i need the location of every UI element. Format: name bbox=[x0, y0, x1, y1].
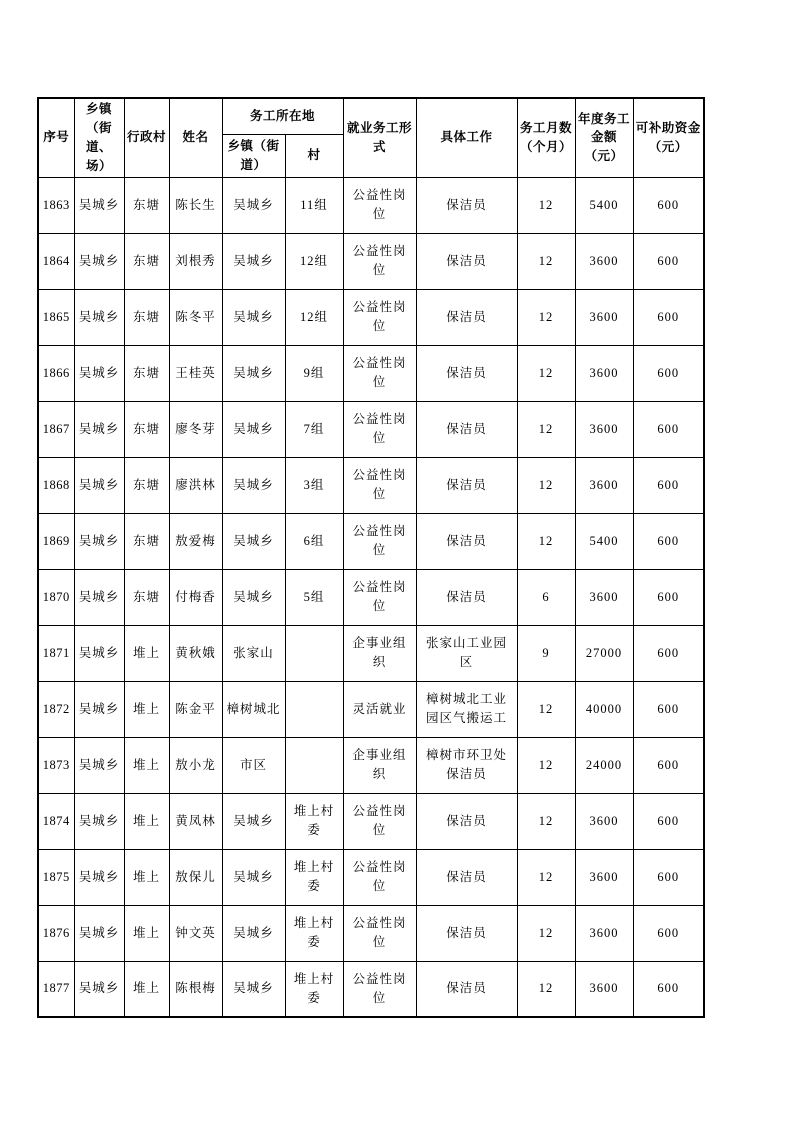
cell-township: 吴城乡 bbox=[74, 625, 124, 681]
cell-work-village: 5组 bbox=[285, 569, 343, 625]
header-annual-amount: 年度务工金额（元） bbox=[575, 98, 633, 177]
cell-subsidy: 600 bbox=[633, 457, 704, 513]
cell-annual-amount: 27000 bbox=[575, 625, 633, 681]
cell-admin-village: 堆上 bbox=[124, 793, 169, 849]
cell-seq: 1867 bbox=[38, 401, 74, 457]
cell-work-village: 堆上村委 bbox=[285, 849, 343, 905]
cell-admin-village: 东塘 bbox=[124, 457, 169, 513]
cell-admin-village: 堆上 bbox=[124, 905, 169, 961]
cell-work-township: 吴城乡 bbox=[222, 961, 285, 1017]
cell-admin-village: 东塘 bbox=[124, 401, 169, 457]
cell-months: 12 bbox=[517, 289, 575, 345]
cell-work-township: 吴城乡 bbox=[222, 233, 285, 289]
cell-annual-amount: 40000 bbox=[575, 681, 633, 737]
table-row bbox=[38, 737, 704, 793]
cell-months: 9 bbox=[517, 625, 575, 681]
cell-admin-village: 堆上 bbox=[124, 849, 169, 905]
header-work-township: 乡镇（街道） bbox=[222, 134, 285, 177]
cell-admin-village: 东塘 bbox=[124, 569, 169, 625]
cell-subsidy: 600 bbox=[633, 625, 704, 681]
cell-job: 保洁员 bbox=[416, 345, 517, 401]
cell-subsidy: 600 bbox=[633, 345, 704, 401]
cell-seq: 1865 bbox=[38, 289, 74, 345]
cell-annual-amount: 3600 bbox=[575, 233, 633, 289]
cell-admin-village: 东塘 bbox=[124, 345, 169, 401]
cell-job: 保洁员 bbox=[416, 233, 517, 289]
header-township: 乡镇（街道、场） bbox=[74, 98, 124, 177]
cell-months: 12 bbox=[517, 681, 575, 737]
cell-months: 6 bbox=[517, 569, 575, 625]
cell-months: 12 bbox=[517, 849, 575, 905]
cell-township: 吴城乡 bbox=[74, 345, 124, 401]
cell-township: 吴城乡 bbox=[74, 513, 124, 569]
cell-employment-form: 公益性岗位 bbox=[343, 177, 416, 233]
table-row bbox=[38, 513, 704, 569]
cell-work-village: 堆上村委 bbox=[285, 793, 343, 849]
cell-annual-amount: 3600 bbox=[575, 457, 633, 513]
cell-work-township: 张家山 bbox=[222, 625, 285, 681]
cell-name: 付梅香 bbox=[169, 569, 222, 625]
cell-job: 保洁员 bbox=[416, 401, 517, 457]
cell-annual-amount: 3600 bbox=[575, 905, 633, 961]
cell-job: 保洁员 bbox=[416, 177, 517, 233]
cell-work-village: 7组 bbox=[285, 401, 343, 457]
cell-township: 吴城乡 bbox=[74, 961, 124, 1017]
table-row bbox=[38, 569, 704, 625]
cell-work-township: 吴城乡 bbox=[222, 513, 285, 569]
cell-months: 12 bbox=[517, 233, 575, 289]
cell-work-village: 12组 bbox=[285, 289, 343, 345]
cell-seq: 1876 bbox=[38, 905, 74, 961]
table-row bbox=[38, 345, 704, 401]
table-row bbox=[38, 961, 704, 1017]
cell-work-township: 吴城乡 bbox=[222, 793, 285, 849]
header-name: 姓名 bbox=[169, 98, 222, 177]
cell-work-township: 吴城乡 bbox=[222, 345, 285, 401]
cell-months: 12 bbox=[517, 961, 575, 1017]
cell-annual-amount: 5400 bbox=[575, 513, 633, 569]
cell-job: 保洁员 bbox=[416, 849, 517, 905]
cell-employment-form: 灵活就业 bbox=[343, 681, 416, 737]
cell-subsidy: 600 bbox=[633, 681, 704, 737]
cell-subsidy: 600 bbox=[633, 513, 704, 569]
cell-subsidy: 600 bbox=[633, 961, 704, 1017]
cell-seq: 1869 bbox=[38, 513, 74, 569]
cell-employment-form: 公益性岗位 bbox=[343, 513, 416, 569]
cell-seq: 1864 bbox=[38, 233, 74, 289]
cell-seq: 1868 bbox=[38, 457, 74, 513]
cell-months: 12 bbox=[517, 513, 575, 569]
cell-work-township: 吴城乡 bbox=[222, 905, 285, 961]
header-work-village: 村 bbox=[285, 134, 343, 177]
cell-name: 敖小龙 bbox=[169, 737, 222, 793]
header-employment-form: 就业务工形式 bbox=[343, 98, 416, 177]
table-row bbox=[38, 793, 704, 849]
cell-months: 12 bbox=[517, 737, 575, 793]
table-row bbox=[38, 625, 704, 681]
cell-subsidy: 600 bbox=[633, 569, 704, 625]
cell-township: 吴城乡 bbox=[74, 177, 124, 233]
cell-employment-form: 公益性岗位 bbox=[343, 401, 416, 457]
cell-subsidy: 600 bbox=[633, 401, 704, 457]
cell-employment-form: 公益性岗位 bbox=[343, 961, 416, 1017]
cell-township: 吴城乡 bbox=[74, 289, 124, 345]
cell-annual-amount: 3600 bbox=[575, 345, 633, 401]
table-body bbox=[38, 177, 704, 1017]
cell-work-village: 9组 bbox=[285, 345, 343, 401]
cell-name: 王桂英 bbox=[169, 345, 222, 401]
cell-work-village bbox=[285, 681, 343, 737]
cell-name: 敖保儿 bbox=[169, 849, 222, 905]
cell-seq: 1873 bbox=[38, 737, 74, 793]
cell-work-township: 吴城乡 bbox=[222, 177, 285, 233]
cell-seq: 1877 bbox=[38, 961, 74, 1017]
cell-name: 陈长生 bbox=[169, 177, 222, 233]
cell-admin-village: 东塘 bbox=[124, 289, 169, 345]
cell-subsidy: 600 bbox=[633, 737, 704, 793]
table-row bbox=[38, 177, 704, 233]
cell-name: 黄秋娥 bbox=[169, 625, 222, 681]
cell-annual-amount: 3600 bbox=[575, 569, 633, 625]
cell-name: 敖爱梅 bbox=[169, 513, 222, 569]
cell-employment-form: 公益性岗位 bbox=[343, 345, 416, 401]
cell-township: 吴城乡 bbox=[74, 793, 124, 849]
cell-work-village: 6组 bbox=[285, 513, 343, 569]
cell-work-village: 3组 bbox=[285, 457, 343, 513]
cell-job: 保洁员 bbox=[416, 793, 517, 849]
cell-township: 吴城乡 bbox=[74, 849, 124, 905]
header-admin-village: 行政村 bbox=[124, 98, 169, 177]
cell-name: 钟文英 bbox=[169, 905, 222, 961]
cell-months: 12 bbox=[517, 457, 575, 513]
cell-admin-village: 堆上 bbox=[124, 737, 169, 793]
cell-employment-form: 公益性岗位 bbox=[343, 569, 416, 625]
document-page bbox=[37, 97, 705, 1018]
cell-seq: 1870 bbox=[38, 569, 74, 625]
cell-employment-form: 公益性岗位 bbox=[343, 457, 416, 513]
cell-seq: 1863 bbox=[38, 177, 74, 233]
cell-name: 廖冬芽 bbox=[169, 401, 222, 457]
cell-township: 吴城乡 bbox=[74, 737, 124, 793]
cell-annual-amount: 3600 bbox=[575, 793, 633, 849]
cell-subsidy: 600 bbox=[633, 849, 704, 905]
cell-work-township: 市区 bbox=[222, 737, 285, 793]
cell-annual-amount: 24000 bbox=[575, 737, 633, 793]
header-seq: 序号 bbox=[38, 98, 74, 177]
header-subsidy: 可补助资金（元） bbox=[633, 98, 704, 177]
cell-work-township: 吴城乡 bbox=[222, 401, 285, 457]
table-header bbox=[38, 98, 704, 177]
table-row bbox=[38, 401, 704, 457]
cell-months: 12 bbox=[517, 177, 575, 233]
cell-months: 12 bbox=[517, 793, 575, 849]
cell-work-village: 12组 bbox=[285, 233, 343, 289]
cell-work-village bbox=[285, 625, 343, 681]
cell-annual-amount: 3600 bbox=[575, 961, 633, 1017]
cell-seq: 1871 bbox=[38, 625, 74, 681]
cell-subsidy: 600 bbox=[633, 289, 704, 345]
cell-annual-amount: 3600 bbox=[575, 849, 633, 905]
cell-name: 刘根秀 bbox=[169, 233, 222, 289]
cell-township: 吴城乡 bbox=[74, 233, 124, 289]
cell-annual-amount: 3600 bbox=[575, 401, 633, 457]
cell-seq: 1875 bbox=[38, 849, 74, 905]
cell-months: 12 bbox=[517, 345, 575, 401]
table-row bbox=[38, 681, 704, 737]
cell-seq: 1874 bbox=[38, 793, 74, 849]
cell-subsidy: 600 bbox=[633, 793, 704, 849]
cell-job: 保洁员 bbox=[416, 513, 517, 569]
cell-job: 保洁员 bbox=[416, 289, 517, 345]
cell-township: 吴城乡 bbox=[74, 905, 124, 961]
table-row bbox=[38, 457, 704, 513]
cell-employment-form: 企事业组织 bbox=[343, 737, 416, 793]
cell-subsidy: 600 bbox=[633, 177, 704, 233]
cell-name: 黄凤林 bbox=[169, 793, 222, 849]
cell-months: 12 bbox=[517, 401, 575, 457]
cell-name: 陈冬平 bbox=[169, 289, 222, 345]
cell-employment-form: 公益性岗位 bbox=[343, 289, 416, 345]
cell-work-township: 樟树城北 bbox=[222, 681, 285, 737]
cell-job: 张家山工业园区 bbox=[416, 625, 517, 681]
cell-seq: 1866 bbox=[38, 345, 74, 401]
cell-admin-village: 堆上 bbox=[124, 625, 169, 681]
header-months: 务工月数（个月） bbox=[517, 98, 575, 177]
cell-employment-form: 公益性岗位 bbox=[343, 233, 416, 289]
cell-admin-village: 堆上 bbox=[124, 681, 169, 737]
cell-employment-form: 公益性岗位 bbox=[343, 793, 416, 849]
cell-township: 吴城乡 bbox=[74, 569, 124, 625]
cell-employment-form: 公益性岗位 bbox=[343, 905, 416, 961]
cell-subsidy: 600 bbox=[633, 233, 704, 289]
cell-seq: 1872 bbox=[38, 681, 74, 737]
table-row bbox=[38, 849, 704, 905]
cell-work-township: 吴城乡 bbox=[222, 569, 285, 625]
cell-admin-village: 堆上 bbox=[124, 961, 169, 1017]
cell-job: 保洁员 bbox=[416, 569, 517, 625]
cell-work-village: 堆上村委 bbox=[285, 905, 343, 961]
worker-subsidy-table bbox=[37, 97, 705, 1018]
cell-name: 陈根梅 bbox=[169, 961, 222, 1017]
table-row bbox=[38, 289, 704, 345]
cell-work-township: 吴城乡 bbox=[222, 849, 285, 905]
cell-employment-form: 公益性岗位 bbox=[343, 849, 416, 905]
table-row bbox=[38, 233, 704, 289]
cell-work-township: 吴城乡 bbox=[222, 289, 285, 345]
cell-admin-village: 东塘 bbox=[124, 233, 169, 289]
cell-township: 吴城乡 bbox=[74, 681, 124, 737]
cell-township: 吴城乡 bbox=[74, 401, 124, 457]
header-row-top bbox=[38, 98, 704, 134]
cell-work-village: 堆上村委 bbox=[285, 961, 343, 1017]
cell-township: 吴城乡 bbox=[74, 457, 124, 513]
cell-admin-village: 东塘 bbox=[124, 177, 169, 233]
cell-subsidy: 600 bbox=[633, 905, 704, 961]
table-row bbox=[38, 905, 704, 961]
cell-job: 保洁员 bbox=[416, 905, 517, 961]
cell-name: 廖洪林 bbox=[169, 457, 222, 513]
cell-annual-amount: 3600 bbox=[575, 289, 633, 345]
cell-work-township: 吴城乡 bbox=[222, 457, 285, 513]
header-work-location-group: 务工所在地 bbox=[222, 98, 343, 134]
cell-job: 保洁员 bbox=[416, 961, 517, 1017]
cell-job: 樟树市环卫处保洁员 bbox=[416, 737, 517, 793]
cell-job: 保洁员 bbox=[416, 457, 517, 513]
cell-annual-amount: 5400 bbox=[575, 177, 633, 233]
cell-job: 樟树城北工业园区气搬运工 bbox=[416, 681, 517, 737]
cell-work-village: 11组 bbox=[285, 177, 343, 233]
cell-months: 12 bbox=[517, 905, 575, 961]
header-job: 具体工作 bbox=[416, 98, 517, 177]
cell-employment-form: 企事业组织 bbox=[343, 625, 416, 681]
cell-work-village bbox=[285, 737, 343, 793]
cell-name: 陈金平 bbox=[169, 681, 222, 737]
cell-admin-village: 东塘 bbox=[124, 513, 169, 569]
